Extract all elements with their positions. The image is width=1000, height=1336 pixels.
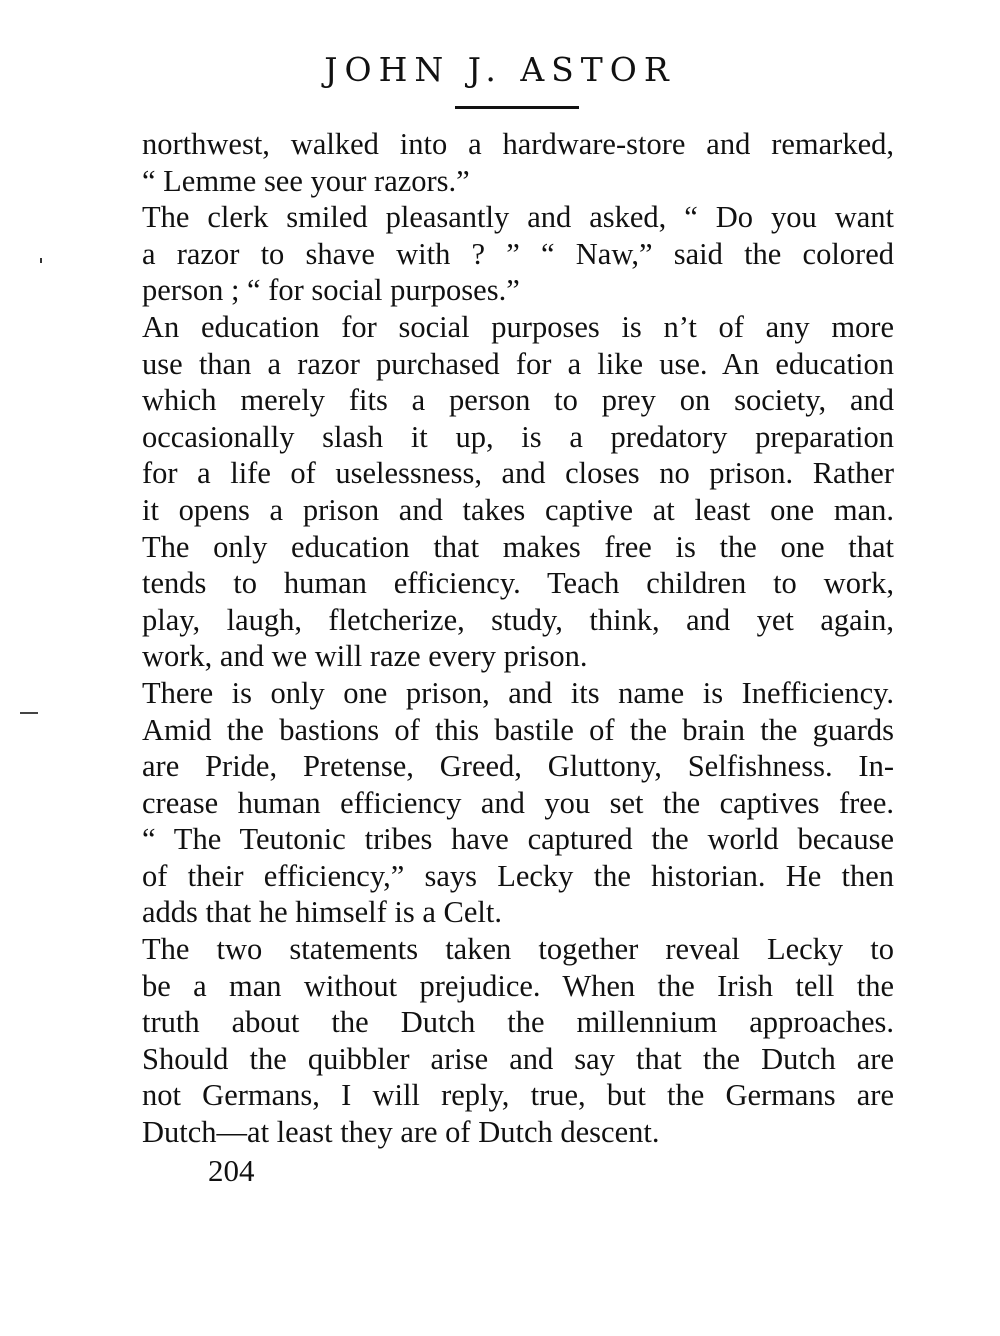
text-line: “ Lemme see your razors.” bbox=[142, 163, 470, 198]
text-line: The two statements taken together reveal Lecky to bbox=[142, 932, 894, 967]
text-line: Should the quibbler arise and say that the Dutch are bbox=[142, 1041, 894, 1076]
text-line: Amid the bastions of this bastile of the brain the guards bbox=[142, 712, 894, 747]
text-line: for a life of uselessness, and closes no prison. Rather bbox=[142, 456, 894, 491]
text-line: Dutch—at least they are of Dutch descent. bbox=[142, 1115, 660, 1150]
text-line: of their efficiency,” says Lecky the historian. He then bbox=[142, 858, 894, 893]
text-line: An education for social purposes is n’t of any more bbox=[142, 309, 894, 344]
text-line: work, and we will raze every prison. bbox=[142, 639, 588, 674]
text-line: “ The Teutonic tribes have captured the world because bbox=[142, 822, 894, 857]
text-line: northwest, walked into a hardware-store and remarked, bbox=[142, 127, 894, 161]
text-line: adds that he himself is a Celt. bbox=[142, 895, 502, 930]
text-line: crease human efficiency and you set the captives free. bbox=[142, 785, 894, 820]
text-line: not Germans, I will reply, true, but the Germans are bbox=[142, 1078, 894, 1113]
text-line: There is only one prison, and its name is Inefficiency. bbox=[142, 675, 894, 710]
running-head: JOHN J. ASTOR bbox=[324, 50, 676, 89]
text-line: The only education that makes free is the one that bbox=[142, 529, 894, 564]
margin-mark bbox=[40, 258, 42, 263]
text-line: play, laugh, fletcherize, study, think, and yet again, bbox=[142, 602, 894, 637]
page-number: 204 bbox=[208, 1153, 255, 1188]
text-line: a razor to shave with ? ” “ Naw,” said the colored bbox=[142, 236, 894, 271]
text-line: which merely fits a person to prey on society, and bbox=[142, 383, 894, 418]
text-line: The clerk smiled pleasantly and asked, “ Do you want bbox=[142, 200, 894, 235]
text-line: occasionally slash it up, is a predatory preparation bbox=[142, 419, 894, 454]
head-rule bbox=[455, 106, 579, 109]
text-line: be a man without prejudice. When the Irish tell the bbox=[142, 968, 894, 1003]
text-line: tends to human efficiency. Teach children to work, bbox=[142, 566, 894, 601]
text-line: person ; “ for social purposes.” bbox=[142, 273, 520, 308]
body-text bbox=[142, 126, 894, 1151]
margin-mark bbox=[20, 712, 38, 714]
text-line: use than a razor purchased for a like use. An education bbox=[142, 346, 894, 381]
text-line: truth about the Dutch the millennium approaches. bbox=[142, 1005, 894, 1040]
text-line: it opens a prison and takes captive at least one man. bbox=[142, 492, 894, 527]
text-line: are Pride, Pretense, Greed, Gluttony, Selfishness. In- bbox=[142, 749, 894, 784]
